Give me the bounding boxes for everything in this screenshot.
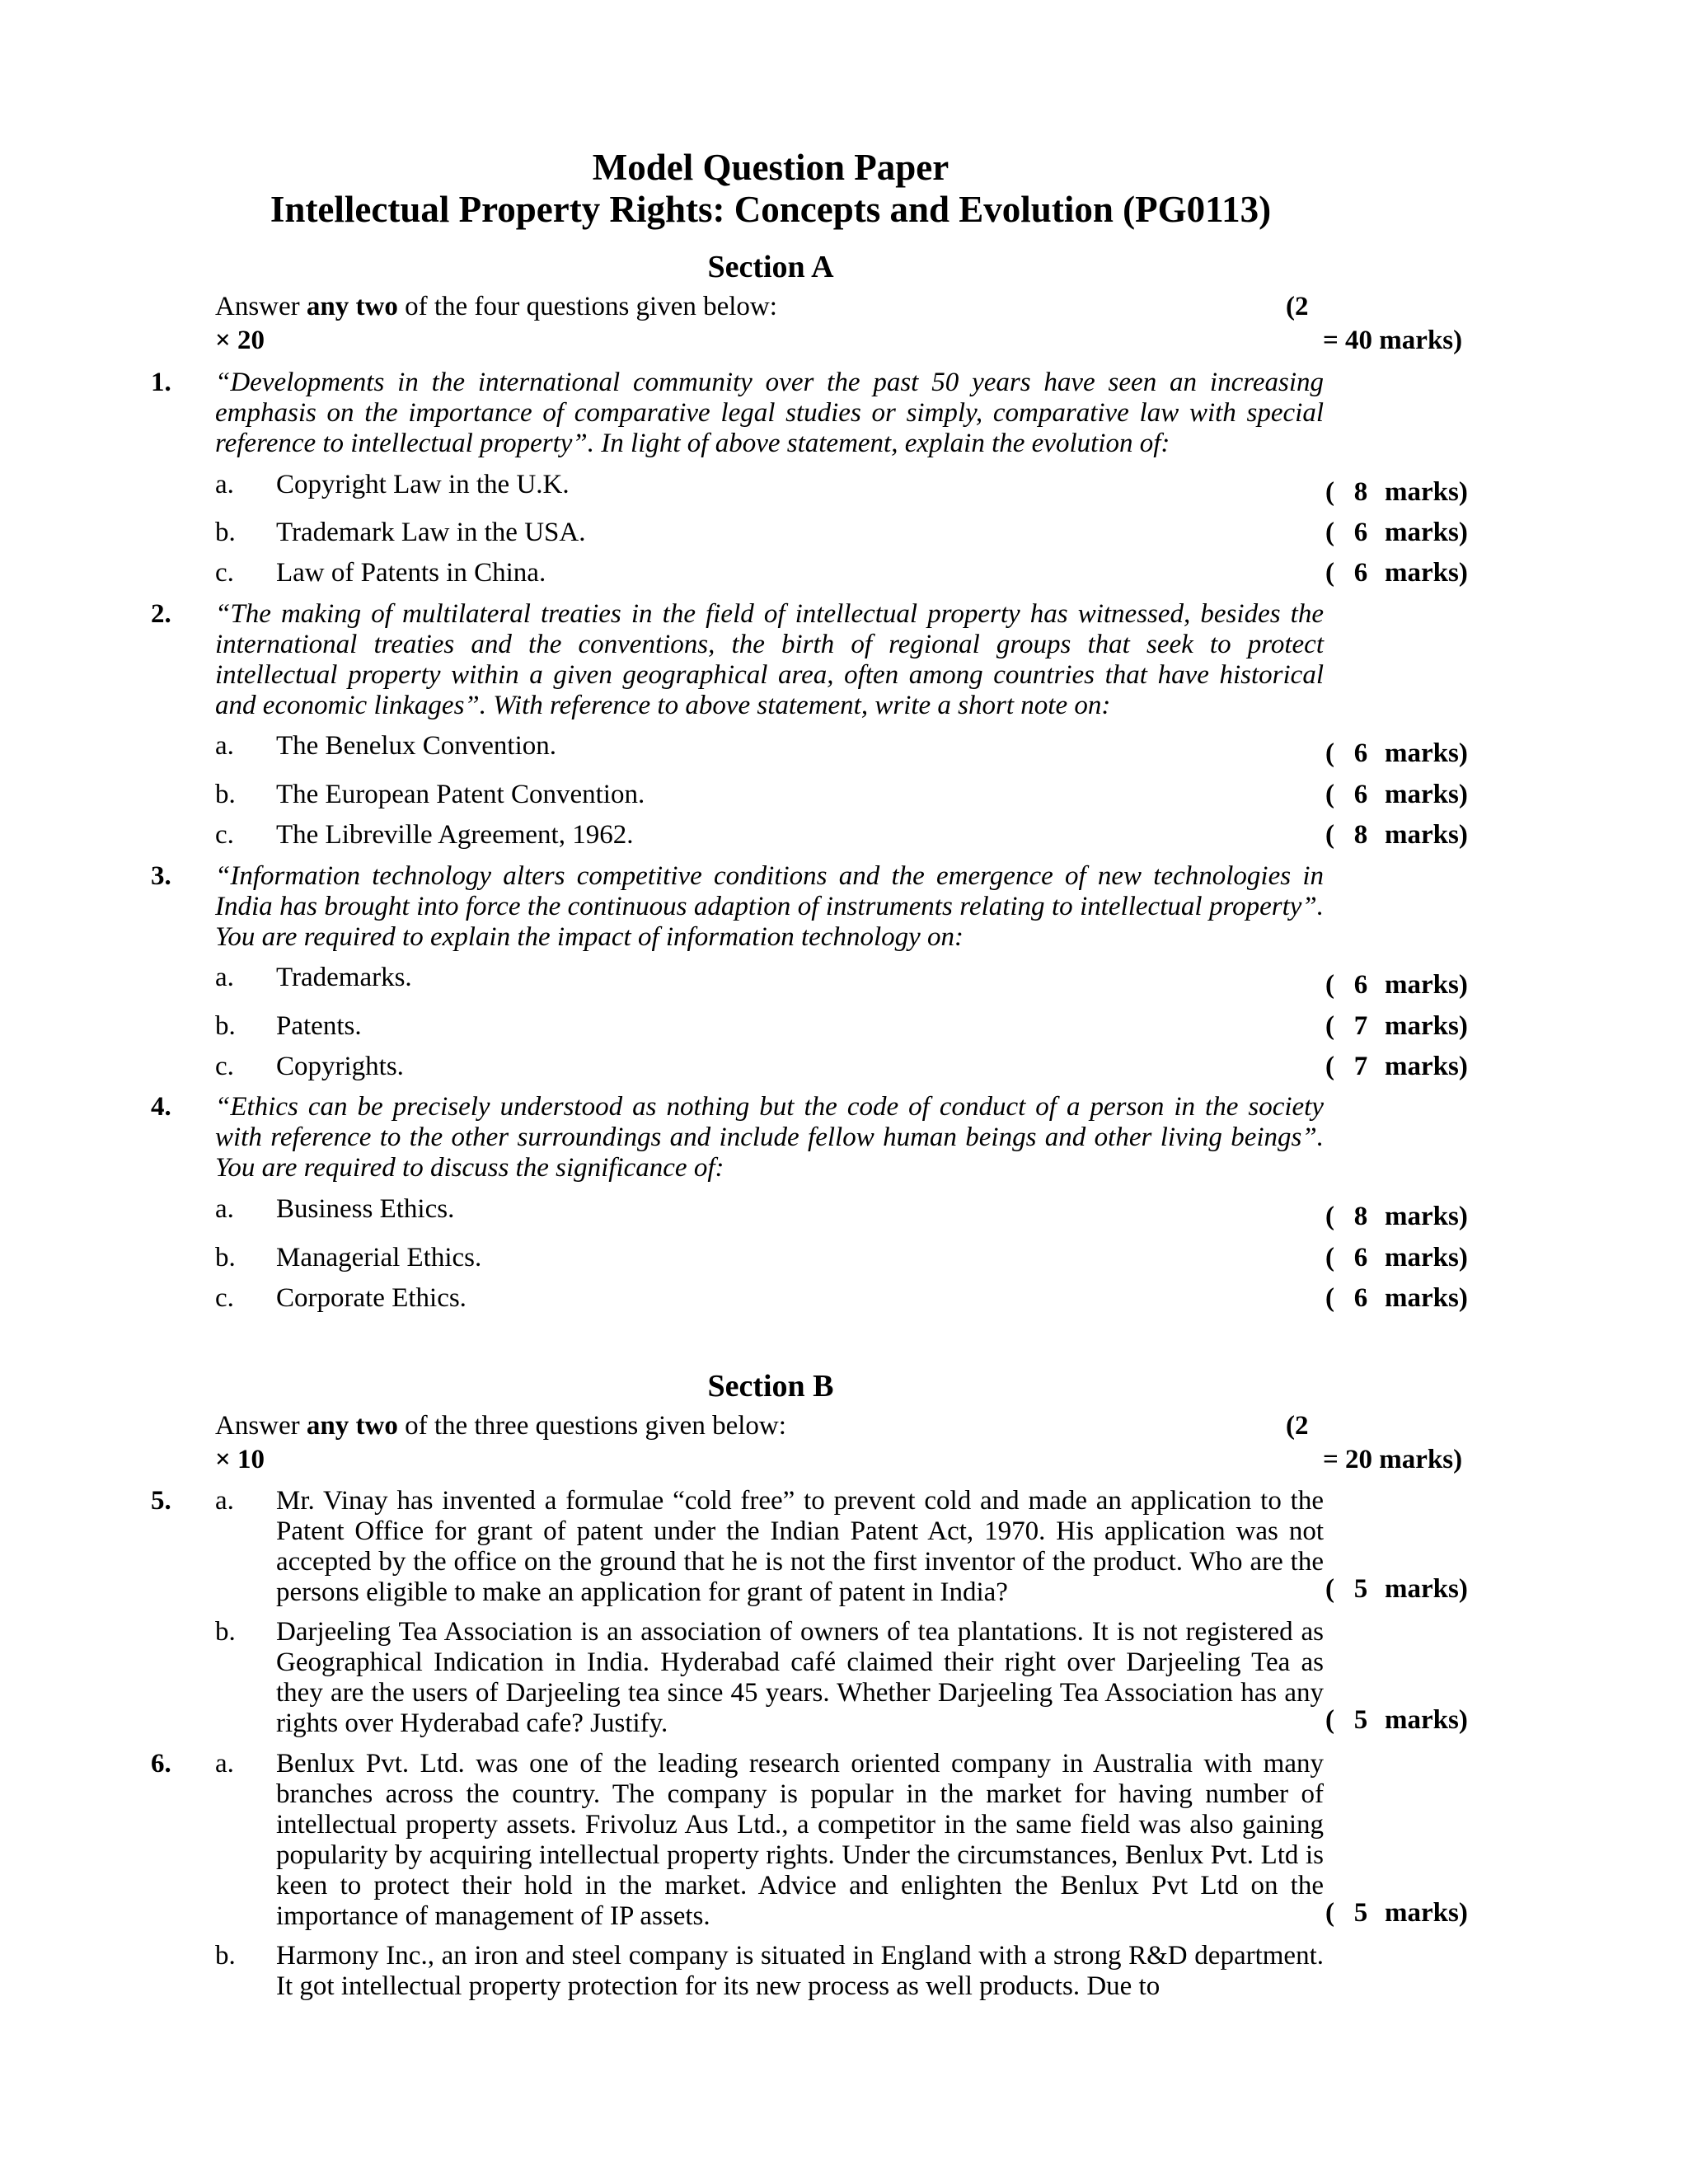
section-b-marks-total: = 20 marks) (1323, 1445, 1463, 1474)
question-text: “Ethics can be precisely understood as nothing but the code of conduct of a person in the society with reference to the other surroundings and include fellow human beings and other living beings”. You are required to discuss the significance of: (215, 1092, 1324, 1183)
sub-question-letter: c. (215, 820, 234, 850)
marks-allocation: ( 8 marks) (1325, 820, 1468, 850)
sub-question-letter: b. (215, 1011, 236, 1041)
marks-allocation: ( 7 marks) (1325, 1011, 1468, 1041)
section-a-marks-total: = 40 marks) (1323, 326, 1463, 355)
paper-title: Model Question Paper (592, 147, 950, 188)
sub-question-letter: b. (215, 1243, 236, 1272)
sub-question-letter: a. (215, 470, 234, 499)
question-text: “Information technology alters competitive conditions and the emergence of new technologies in India has brought into force the continuous adaption of instruments relating to intellectual property”. You are required to explain the impact of information technology on: (215, 861, 1324, 952)
sub-question-text: Trademark Law in the USA. (276, 518, 586, 547)
marks-allocation: ( 6 marks) (1325, 970, 1468, 1000)
sub-question-letter: b. (215, 518, 236, 547)
marks-allocation: ( 8 marks) (1325, 1202, 1468, 1231)
sub-question-text: Law of Patents in China. (276, 558, 546, 588)
question-number: 1. (151, 368, 171, 397)
marks-allocation: ( 7 marks) (1325, 1052, 1468, 1081)
marks-allocation: ( 6 marks) (1325, 518, 1468, 547)
sub-question-text: Managerial Ethics. (276, 1243, 482, 1272)
sub-question-letter: a. (215, 963, 234, 992)
marks-allocation: ( 8 marks) (1325, 477, 1468, 507)
marks-allocation: ( 5 marks) (1325, 1898, 1468, 1928)
sub-question-text: Copyrights. (276, 1052, 404, 1081)
section-b-heading: Section B (707, 1369, 834, 1404)
marks-allocation: ( 6 marks) (1325, 1283, 1468, 1313)
sub-question-text: Darjeeling Tea Association is an association of owners of tea plantations. It is not registered as Geographical Indication in India. Hyderabad café claimed their right over Darjeeling Tea as they are the users of Darjeeling tea since 45 years. Whether Darjeeling Tea Association has any rights over Hyderabad cafe? Justify. (276, 1617, 1324, 1738)
sub-question-letter: b. (215, 1941, 236, 1971)
sub-question-letter: a. (215, 1194, 234, 1224)
sub-question-letter: b. (215, 1617, 236, 1647)
sub-question-text: Mr. Vinay has invented a formulae “cold free” to prevent cold and made an application to the Patent Office for grant of patent under the Indian Patent Act, 1970. His application was not accepted by the office on the ground that he is not the first inventor of the product. Who are the persons eligible to make an application for grant of patent in India? (276, 1486, 1324, 1607)
marks-allocation: ( 6 marks) (1325, 1243, 1468, 1272)
section-b-instruction: Answer any two of the three questions given below: (215, 1411, 786, 1441)
marks-allocation: ( 6 marks) (1325, 780, 1468, 809)
section-b-multiplier: × 10 (215, 1445, 265, 1474)
sub-question-letter: a. (215, 1486, 234, 1516)
section-a-heading: Section A (707, 250, 834, 284)
sub-question-text: Patents. (276, 1011, 362, 1041)
section-a-marks-open: (2 (1286, 292, 1309, 321)
sub-question-letter: c. (215, 1283, 234, 1313)
sub-question-text: Benlux Pvt. Ltd. was one of the leading research oriented company in Australia with many branches across the country. The company is popular in the market for having number of intellectual property assets. Frivoluz Aus Ltd., a competitor in the same field was also gaining popularity by acquiring intellectual property rights. Under the circumstances, Benlux Pvt. Ltd is keen to protect their hold in the market. Advice and enlighten the Benlux Pvt Ltd on the importance of management of IP assets. (276, 1749, 1324, 1931)
sub-question-letter: b. (215, 780, 236, 809)
question-number: 6. (151, 1749, 171, 1779)
question-number: 4. (151, 1092, 171, 1122)
sub-question-text: The Libreville Agreement, 1962. (276, 820, 634, 850)
section-a-instruction: Answer any two of the four questions given below: (215, 292, 777, 321)
marks-allocation: ( 6 marks) (1325, 738, 1468, 768)
sub-question-text: Corporate Ethics. (276, 1283, 467, 1313)
paper-subtitle: Intellectual Property Rights: Concepts and Evolution (PG0113) (270, 189, 1272, 230)
sub-question-text: The European Patent Convention. (276, 780, 645, 809)
sub-question-letter: c. (215, 558, 234, 588)
sub-question-text: Business Ethics. (276, 1194, 455, 1224)
sub-question-text: Harmony Inc., an iron and steel company is situated in England with a strong R&D department. It got intellectual property protection for its new process as well products. Due to (276, 1941, 1324, 2001)
sub-question-text: Copyright Law in the U.K. (276, 470, 570, 499)
sub-question-letter: a. (215, 1749, 234, 1779)
sub-question-text: The Benelux Convention. (276, 731, 557, 761)
marks-allocation: ( 5 marks) (1325, 1574, 1468, 1604)
marks-allocation: ( 6 marks) (1325, 558, 1468, 588)
question-text: “The making of multilateral treaties in the field of intellectual property has witnessed, besides the international treaties and the conventions, the birth of regional groups that seek to protect intellectual property within a given geographical area, often among countries that have historical and economic linkages”. With reference to above statement, write a short note on: (215, 599, 1324, 720)
question-text: “Developments in the international community over the past 50 years have seen an increasing emphasis on the importance of comparative legal studies or simply, comparative law with special reference to intellectual property”. In light of above statement, explain the evolution of: (215, 368, 1324, 458)
section-a-multiplier: × 20 (215, 326, 265, 355)
question-number: 3. (151, 861, 171, 891)
sub-question-letter: c. (215, 1052, 234, 1081)
question-number: 5. (151, 1486, 171, 1516)
sub-question-text: Trademarks. (276, 963, 412, 992)
section-b-marks-open: (2 (1286, 1411, 1309, 1441)
marks-allocation: ( 5 marks) (1325, 1705, 1468, 1735)
sub-question-letter: a. (215, 731, 234, 761)
question-number: 2. (151, 599, 171, 629)
